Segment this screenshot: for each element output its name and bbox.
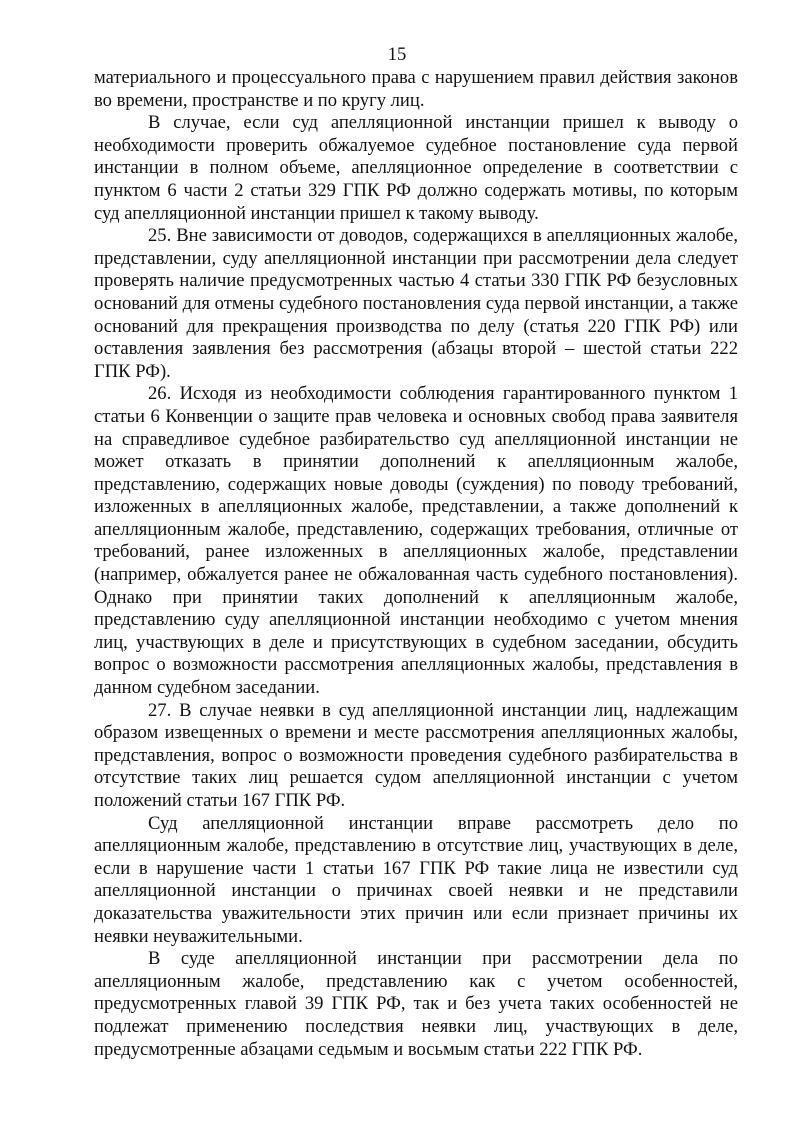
- paragraph-27: 27. В случае неявки в суд апелляционной инстанции лиц, надлежащим образом извещенных о времени и месте рассмотрения апелляционных жалобы, представления, вопрос о возможности проведения судебного разбирательства в отсутствие таких лиц решается судом апелляционной инстанции с учетом положений статьи 167 ГПК РФ.: [94, 699, 738, 811]
- paragraph-no-default-consequences: В суде апелляционной инстанции при рассмотрении дела по апелляционным жалобе, представлению как с учетом особенностей, предусмотренных главой 39 ГПК РФ, так и без учета таких особенностей не подлежат применению последствия неявки лиц, участвующих в деле, предусмотренные абзацами седьмым и восьмым статьи 222 ГПК РФ.: [94, 948, 738, 1060]
- paragraph-absence-review: Суд апелляционной инстанции вправе рассмотреть дело по апелляционным жалобе, представлению в отсутствие лиц, участвующих в деле, если в нарушение части 1 статьи 167 ГПК РФ такие лица не известили суд апелляционной инстанции о причинах своей неявки и не представили доказательства уважительности этих причин или если признает причины их неявки неуважительными.: [94, 812, 738, 947]
- paragraph-26: 26. Исходя из необходимости соблюдения гарантированного пунктом 1 статьи 6 Конвенции о защите прав человека и основных свобод права заявителя на справедливое судебное разбирательство суд апелляционной инстанции не может отказать в принятии дополнений к апелляционным жалобе, представлению, содержащих новые доводы (суждения) по поводу требований, изложенных в апелляционных жалобе, представлении, а также дополнений к апелляционным жалобе, представлению, содержащих требования, отличные от требований, ранее изложенных в апелляционных жалобе, представлении (например, обжалуется ранее не обжалованная часть судебного постановления). Однако при принятии таких дополнений к апелляционным жалобе, представлению суду апелляционной инстанции необходимо с учетом мнения лиц, участвующих в деле и присутствующих в судебном заседании, обсудить вопрос о возможности рассмотрения апелляционных жалобы, представления в данном судебном заседании.: [94, 383, 738, 699]
- page-number: 15: [387, 44, 407, 65]
- document-body: [94, 67, 738, 1061]
- paragraph-full-review-motives: В случае, если суд апелляционной инстанции пришел к выводу о необходимости проверить обжалуемое судебное постановление суда первой инстанции в полном объеме, апелляционное определение в соответствии с пунктом 6 части 2 статьи 329 ГПК РФ должно содержать мотивы, по которым суд апелляционной инстанции пришел к такому выводу.: [94, 112, 738, 224]
- paragraph-continuation: материального и процессуального права с нарушением правил действия законов во времени, пространстве и по кругу лиц.: [94, 67, 738, 111]
- paragraph-25: 25. Вне зависимости от доводов, содержащихся в апелляционных жалобе, представлении, суду апелляционной инстанции при рассмотрении дела следует проверять наличие предусмотренных частью 4 статьи 330 ГПК РФ безусловных оснований для отмены судебного постановления суда первой инстанции, а также оснований для прекращения производства по делу (статья 220 ГПК РФ) или оставления заявления без рассмотрения (абзацы второй – шестой статьи 222 ГПК РФ).: [94, 225, 738, 382]
